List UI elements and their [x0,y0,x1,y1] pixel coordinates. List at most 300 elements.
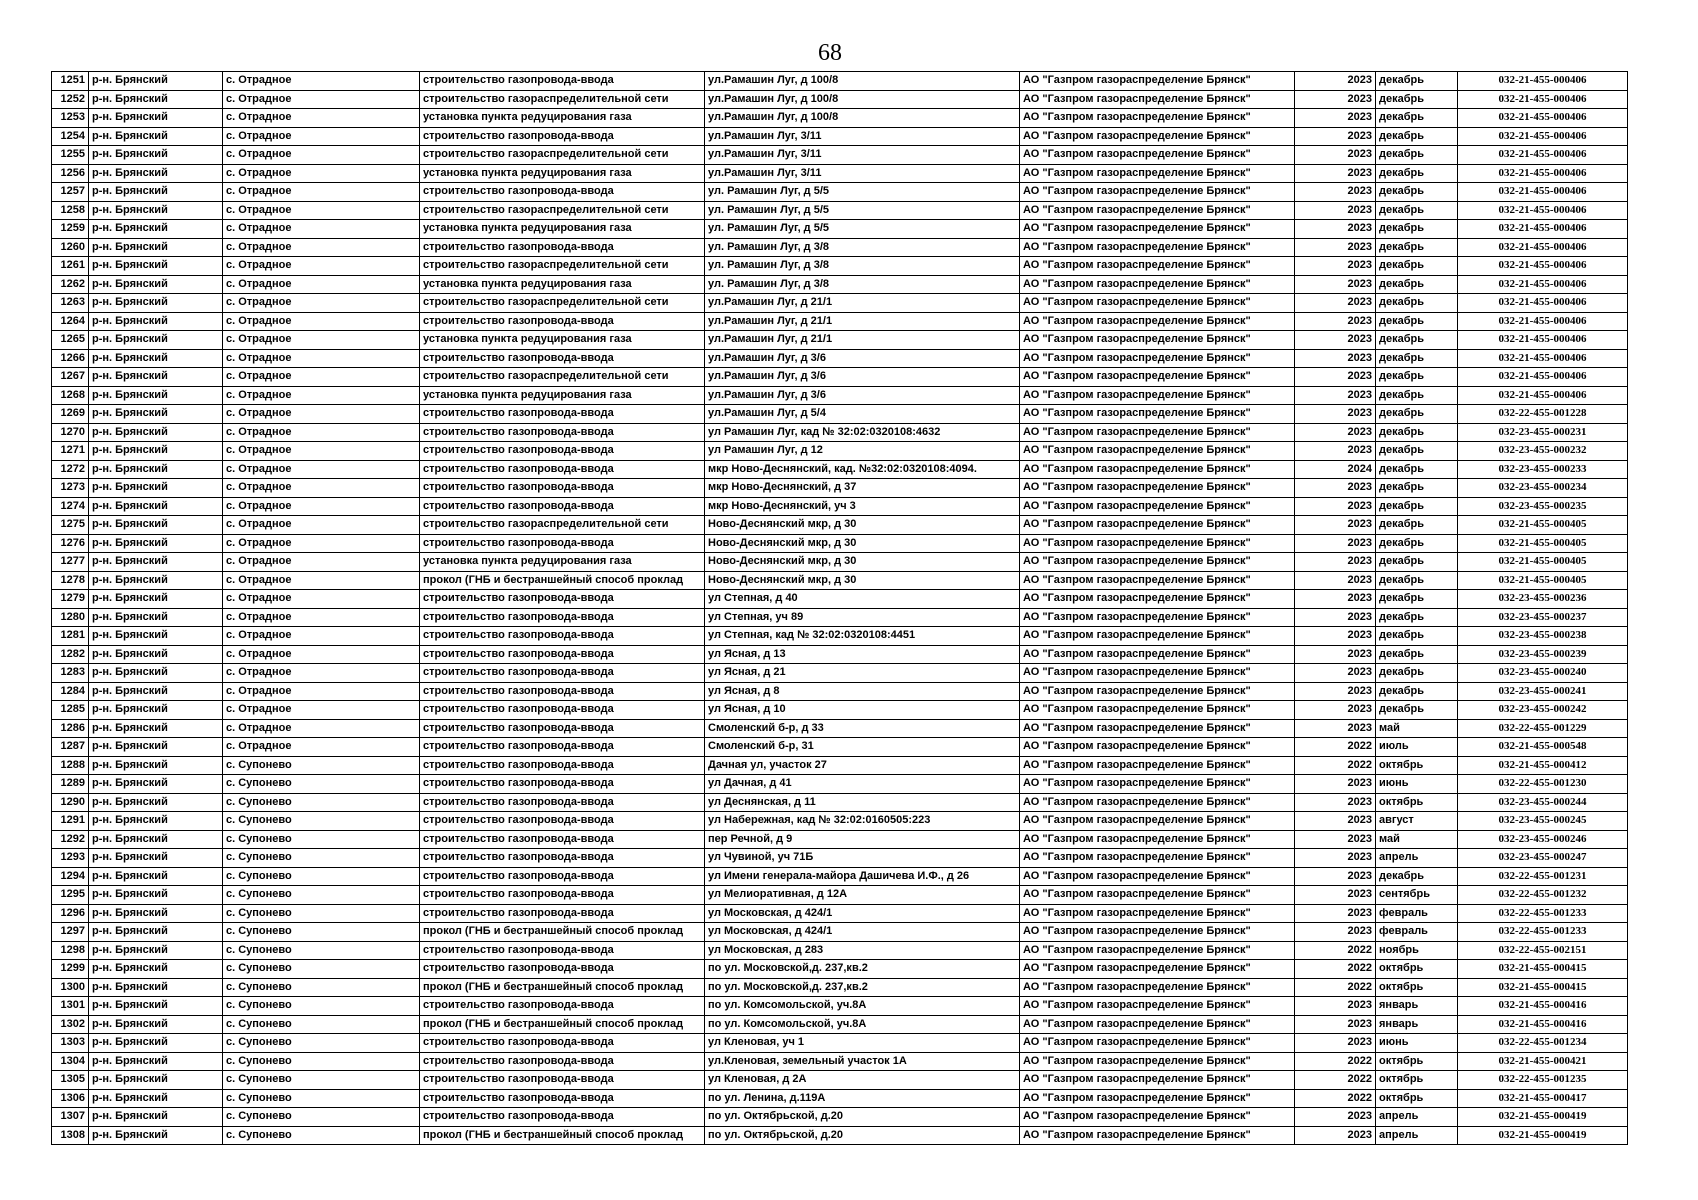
row-number-cell: 1286 [52,719,89,738]
permit-code-cell: 032-22-455-001233 [1458,923,1628,942]
month-cell: апрель [1376,849,1458,868]
table-row [52,257,1628,276]
permit-code-cell: 032-22-455-001231 [1458,867,1628,886]
year-cell: 2023 [1295,72,1376,91]
table-row [52,849,1628,868]
table-row [52,1052,1628,1071]
table-row [52,553,1628,572]
month-cell: июнь [1376,1034,1458,1053]
table-row [52,941,1628,960]
district-cell: р-н. Брянский [89,793,223,812]
month-cell: декабрь [1376,127,1458,146]
year-cell: 2023 [1295,497,1376,516]
month-cell: октябрь [1376,793,1458,812]
table-row [52,923,1628,942]
row-number-cell: 1300 [52,978,89,997]
year-cell: 2023 [1295,423,1376,442]
row-number-cell: 1273 [52,479,89,498]
year-cell: 2023 [1295,127,1376,146]
permit-code-cell: 032-23-455-000247 [1458,849,1628,868]
district-cell: р-н. Брянский [89,127,223,146]
district-cell: р-н. Брянский [89,349,223,368]
table-row [52,960,1628,979]
work-type-cell: установка пункта редуцирования газа [420,220,705,239]
district-cell: р-н. Брянский [89,294,223,313]
table-row [52,590,1628,609]
permit-code-cell: 032-21-455-000419 [1458,1108,1628,1127]
locality-cell: с. Отрадное [223,201,420,220]
locality-cell: с. Супонево [223,830,420,849]
district-cell: р-н. Брянский [89,1071,223,1090]
month-cell: декабрь [1376,423,1458,442]
address-cell: ул Рамашин Луг, д 12 [705,442,1020,461]
district-cell: р-н. Брянский [89,1034,223,1053]
organization-cell: АО "Газпром газораспределение Брянск" [1020,312,1295,331]
year-cell: 2023 [1295,664,1376,683]
locality-cell: с. Отрадное [223,312,420,331]
year-cell: 2023 [1295,553,1376,572]
year-cell: 2023 [1295,1034,1376,1053]
work-type-cell: строительство газораспределительной сети [420,90,705,109]
organization-cell: АО "Газпром газораспределение Брянск" [1020,1071,1295,1090]
district-cell: р-н. Брянский [89,1126,223,1145]
district-cell: р-н. Брянский [89,275,223,294]
row-number-cell: 1283 [52,664,89,683]
work-type-cell: строительство газопровода-ввода [420,867,705,886]
table-row [52,1126,1628,1145]
district-cell: р-н. Брянский [89,1052,223,1071]
district-cell: р-н. Брянский [89,368,223,387]
work-type-cell: строительство газопровода-ввода [420,701,705,720]
organization-cell: АО "Газпром газораспределение Брянск" [1020,479,1295,498]
row-number-cell: 1261 [52,257,89,276]
month-cell: декабрь [1376,331,1458,350]
district-cell: р-н. Брянский [89,719,223,738]
locality-cell: с. Отрадное [223,571,420,590]
address-cell: ул Чувиной, уч 71Б [705,849,1020,868]
organization-cell: АО "Газпром газораспределение Брянск" [1020,923,1295,942]
table-row [52,775,1628,794]
row-number-cell: 1257 [52,183,89,202]
year-cell: 2023 [1295,275,1376,294]
row-number-cell: 1265 [52,331,89,350]
work-type-cell: строительство газопровода-ввода [420,460,705,479]
locality-cell: с. Супонево [223,1015,420,1034]
address-cell: ул.Рамашин Луг, 3/11 [705,146,1020,165]
work-type-cell: установка пункта редуцирования газа [420,331,705,350]
table-row [52,1108,1628,1127]
work-type-cell: строительство газопровода-ввода [420,1034,705,1053]
district-cell: р-н. Брянский [89,534,223,553]
gas-registry-table [51,71,1628,1145]
table-row [52,627,1628,646]
address-cell: ул.Рамашин Луг, д 100/8 [705,90,1020,109]
district-cell: р-н. Брянский [89,1108,223,1127]
month-cell: декабрь [1376,571,1458,590]
work-type-cell: строительство газопровода-ввода [420,72,705,91]
row-number-cell: 1252 [52,90,89,109]
district-cell: р-н. Брянский [89,423,223,442]
locality-cell: с. Отрадное [223,368,420,387]
permit-code-cell: 032-22-455-001233 [1458,904,1628,923]
work-type-cell: строительство газопровода-ввода [420,442,705,461]
year-cell: 2023 [1295,479,1376,498]
address-cell: по ул. Комсомольской, уч.8А [705,1015,1020,1034]
district-cell: р-н. Брянский [89,220,223,239]
district-cell: р-н. Брянский [89,941,223,960]
work-type-cell: установка пункта редуцирования газа [420,164,705,183]
organization-cell: АО "Газпром газораспределение Брянск" [1020,183,1295,202]
row-number-cell: 1275 [52,516,89,535]
year-cell: 2022 [1295,978,1376,997]
organization-cell: АО "Газпром газораспределение Брянск" [1020,682,1295,701]
organization-cell: АО "Газпром газораспределение Брянск" [1020,867,1295,886]
district-cell: р-н. Брянский [89,849,223,868]
work-type-cell: прокол (ГНБ и бестраншейный способ проклад [420,923,705,942]
table-row [52,479,1628,498]
organization-cell: АО "Газпром газораспределение Брянск" [1020,608,1295,627]
locality-cell: с. Супонево [223,904,420,923]
address-cell: ул Рамашин Луг, кад № 32:02:0320108:4632 [705,423,1020,442]
organization-cell: АО "Газпром газораспределение Брянск" [1020,645,1295,664]
row-number-cell: 1260 [52,238,89,257]
district-cell: р-н. Брянский [89,904,223,923]
organization-cell: АО "Газпром газораспределение Брянск" [1020,220,1295,239]
row-number-cell: 1279 [52,590,89,609]
address-cell: мкр Ново-Деснянский, кад. №32:02:0320108:4094. [705,460,1020,479]
year-cell: 2023 [1295,812,1376,831]
row-number-cell: 1297 [52,923,89,942]
address-cell: ул.Рамашин Луг, д 100/8 [705,109,1020,128]
district-cell: р-н. Брянский [89,775,223,794]
locality-cell: с. Супонево [223,793,420,812]
address-cell: ул Имени генерала-майора Дашичева И.Ф., д 26 [705,867,1020,886]
district-cell: р-н. Брянский [89,978,223,997]
month-cell: декабрь [1376,867,1458,886]
permit-code-cell: 032-21-455-000415 [1458,978,1628,997]
table-row [52,405,1628,424]
year-cell: 2023 [1295,886,1376,905]
address-cell: ул.Рамашин Луг, д 21/1 [705,312,1020,331]
district-cell: р-н. Брянский [89,960,223,979]
month-cell: октябрь [1376,978,1458,997]
work-type-cell: строительство газораспределительной сети [420,201,705,220]
work-type-cell: строительство газопровода-ввода [420,960,705,979]
locality-cell: с. Супонево [223,1089,420,1108]
row-number-cell: 1290 [52,793,89,812]
month-cell: октябрь [1376,1052,1458,1071]
month-cell: декабрь [1376,164,1458,183]
work-type-cell: строительство газопровода-ввода [420,645,705,664]
organization-cell: АО "Газпром газораспределение Брянск" [1020,1052,1295,1071]
page-number: 68 [818,40,842,66]
year-cell: 2023 [1295,405,1376,424]
district-cell: р-н. Брянский [89,867,223,886]
address-cell: по ул. Комсомольской, уч.8А [705,997,1020,1016]
table-row [52,497,1628,516]
table-row [52,220,1628,239]
permit-code-cell: 032-23-455-000245 [1458,812,1628,831]
year-cell: 2023 [1295,1015,1376,1034]
address-cell: по ул. Октябрьской, д.20 [705,1108,1020,1127]
organization-cell: АО "Газпром газораспределение Брянск" [1020,738,1295,757]
month-cell: декабрь [1376,534,1458,553]
year-cell: 2023 [1295,201,1376,220]
year-cell: 2023 [1295,608,1376,627]
table-row [52,109,1628,128]
row-number-cell: 1268 [52,386,89,405]
address-cell: ул Ясная, д 8 [705,682,1020,701]
row-number-cell: 1276 [52,534,89,553]
year-cell: 2022 [1295,738,1376,757]
permit-code-cell: 032-21-455-000406 [1458,257,1628,276]
table-row [52,183,1628,202]
row-number-cell: 1281 [52,627,89,646]
organization-cell: АО "Газпром газораспределение Брянск" [1020,1034,1295,1053]
month-cell: апрель [1376,1126,1458,1145]
year-cell: 2023 [1295,867,1376,886]
work-type-cell: строительство газопровода-ввода [420,127,705,146]
month-cell: декабрь [1376,183,1458,202]
district-cell: р-н. Брянский [89,479,223,498]
locality-cell: с. Отрадное [223,645,420,664]
year-cell: 2023 [1295,534,1376,553]
organization-cell: АО "Газпром газораспределение Брянск" [1020,627,1295,646]
locality-cell: с. Супонево [223,960,420,979]
work-type-cell: строительство газопровода-ввода [420,349,705,368]
organization-cell: АО "Газпром газораспределение Брянск" [1020,775,1295,794]
month-cell: сентябрь [1376,886,1458,905]
year-cell: 2023 [1295,997,1376,1016]
address-cell: Дачная ул, участок 27 [705,756,1020,775]
row-number-cell: 1271 [52,442,89,461]
table-row [52,368,1628,387]
month-cell: апрель [1376,1108,1458,1127]
work-type-cell: строительство газопровода-ввода [420,941,705,960]
district-cell: р-н. Брянский [89,664,223,683]
permit-code-cell: 032-21-455-000405 [1458,553,1628,572]
month-cell: июль [1376,738,1458,757]
address-cell: ул Ясная, д 10 [705,701,1020,720]
permit-code-cell: 032-22-455-001235 [1458,1071,1628,1090]
permit-code-cell: 032-21-455-000406 [1458,349,1628,368]
district-cell: р-н. Брянский [89,257,223,276]
permit-code-cell: 032-21-455-000419 [1458,1126,1628,1145]
year-cell: 2023 [1295,719,1376,738]
month-cell: май [1376,719,1458,738]
address-cell: по ул. Октябрьской, д.20 [705,1126,1020,1145]
table-row [52,719,1628,738]
year-cell: 2023 [1295,164,1376,183]
row-number-cell: 1294 [52,867,89,886]
locality-cell: с. Отрадное [223,183,420,202]
permit-code-cell: 032-21-455-000406 [1458,294,1628,313]
locality-cell: с. Супонево [223,812,420,831]
year-cell: 2023 [1295,793,1376,812]
row-number-cell: 1287 [52,738,89,757]
year-cell: 2023 [1295,590,1376,609]
work-type-cell: строительство газораспределительной сети [420,257,705,276]
year-cell: 2022 [1295,756,1376,775]
work-type-cell: прокол (ГНБ и бестраншейный способ проклад [420,1015,705,1034]
table-row [52,978,1628,997]
district-cell: р-н. Брянский [89,701,223,720]
district-cell: р-н. Брянский [89,997,223,1016]
row-number-cell: 1293 [52,849,89,868]
address-cell: ул Степная, кад № 32:02:0320108:4451 [705,627,1020,646]
work-type-cell: строительство газопровода-ввода [420,608,705,627]
address-cell: ул Степная, д 40 [705,590,1020,609]
address-cell: ул.Рамашин Луг, д 21/1 [705,294,1020,313]
year-cell: 2023 [1295,923,1376,942]
district-cell: р-н. Брянский [89,109,223,128]
permit-code-cell: 032-23-455-000244 [1458,793,1628,812]
locality-cell: с. Супонево [223,886,420,905]
locality-cell: с. Супонево [223,1034,420,1053]
address-cell: мкр Ново-Деснянский, уч 3 [705,497,1020,516]
locality-cell: с. Отрадное [223,442,420,461]
table-row [52,645,1628,664]
permit-code-cell: 032-23-455-000238 [1458,627,1628,646]
permit-code-cell: 032-23-455-000236 [1458,590,1628,609]
permit-code-cell: 032-21-455-000405 [1458,516,1628,535]
organization-cell: АО "Газпром газораспределение Брянск" [1020,72,1295,91]
permit-code-cell: 032-21-455-000406 [1458,275,1628,294]
address-cell: ул. Рамашин Луг, д 5/5 [705,183,1020,202]
locality-cell: с. Отрадное [223,331,420,350]
locality-cell: с. Отрадное [223,90,420,109]
row-number-cell: 1301 [52,997,89,1016]
table-row [52,812,1628,831]
month-cell: декабрь [1376,220,1458,239]
table-row [52,886,1628,905]
month-cell: декабрь [1376,590,1458,609]
address-cell: ул Московская, д 283 [705,941,1020,960]
permit-code-cell: 032-21-455-000421 [1458,1052,1628,1071]
locality-cell: с. Отрадное [223,164,420,183]
district-cell: р-н. Брянский [89,331,223,350]
address-cell: ул Набережная, кад № 32:02:0160505:223 [705,812,1020,831]
row-number-cell: 1299 [52,960,89,979]
organization-cell: АО "Газпром газораспределение Брянск" [1020,978,1295,997]
permit-code-cell: 032-23-455-000240 [1458,664,1628,683]
year-cell: 2023 [1295,571,1376,590]
organization-cell: АО "Газпром газораспределение Брянск" [1020,460,1295,479]
district-cell: р-н. Брянский [89,164,223,183]
district-cell: р-н. Брянский [89,72,223,91]
year-cell: 2023 [1295,238,1376,257]
permit-code-cell: 032-22-455-001230 [1458,775,1628,794]
year-cell: 2023 [1295,775,1376,794]
locality-cell: с. Супонево [223,997,420,1016]
locality-cell: с. Отрадное [223,127,420,146]
work-type-cell: строительство газораспределительной сети [420,516,705,535]
address-cell: по ул. Ленина, д.119А [705,1089,1020,1108]
locality-cell: с. Отрадное [223,627,420,646]
permit-code-cell: 032-21-455-000406 [1458,72,1628,91]
work-type-cell: строительство газопровода-ввода [420,1052,705,1071]
address-cell: ул. Рамашин Луг, д 5/5 [705,201,1020,220]
address-cell: ул. Рамашин Луг, д 3/8 [705,275,1020,294]
permit-code-cell: 032-23-455-000232 [1458,442,1628,461]
row-number-cell: 1306 [52,1089,89,1108]
locality-cell: с. Супонево [223,941,420,960]
table-row [52,997,1628,1016]
locality-cell: с. Отрадное [223,423,420,442]
address-cell: ул Кленовая, д 2А [705,1071,1020,1090]
year-cell: 2023 [1295,331,1376,350]
organization-cell: АО "Газпром газораспределение Брянск" [1020,719,1295,738]
permit-code-cell: 032-23-455-000234 [1458,479,1628,498]
table-row [52,701,1628,720]
table-row [52,275,1628,294]
month-cell: декабрь [1376,312,1458,331]
organization-cell: АО "Газпром газораспределение Брянск" [1020,275,1295,294]
address-cell: ул.Рамашин Луг, 3/11 [705,127,1020,146]
permit-code-cell: 032-23-455-000241 [1458,682,1628,701]
permit-code-cell: 032-23-455-000239 [1458,645,1628,664]
table-row [52,423,1628,442]
table-row [52,164,1628,183]
permit-code-cell: 032-22-455-001229 [1458,719,1628,738]
table-row [52,312,1628,331]
year-cell: 2023 [1295,294,1376,313]
row-number-cell: 1254 [52,127,89,146]
locality-cell: с. Супонево [223,775,420,794]
organization-cell: АО "Газпром газораспределение Брянск" [1020,368,1295,387]
row-number-cell: 1298 [52,941,89,960]
permit-code-cell: 032-21-455-000416 [1458,1015,1628,1034]
permit-code-cell: 032-21-455-000548 [1458,738,1628,757]
locality-cell: с. Отрадное [223,590,420,609]
work-type-cell: строительство газопровода-ввода [420,775,705,794]
table-row [52,1015,1628,1034]
organization-cell: АО "Газпром газораспределение Брянск" [1020,90,1295,109]
address-cell: ул Мелиоративная, д 12А [705,886,1020,905]
work-type-cell: строительство газопровода-ввода [420,405,705,424]
year-cell: 2022 [1295,960,1376,979]
permit-code-cell: 032-21-455-000417 [1458,1089,1628,1108]
year-cell: 2023 [1295,682,1376,701]
permit-code-cell: 032-21-455-000405 [1458,571,1628,590]
organization-cell: АО "Газпром газораспределение Брянск" [1020,849,1295,868]
address-cell: Ново-Деснянский мкр, д 30 [705,534,1020,553]
table-row [52,867,1628,886]
permit-code-cell: 032-23-455-000235 [1458,497,1628,516]
month-cell: декабрь [1376,682,1458,701]
table-row [52,904,1628,923]
work-type-cell: строительство газопровода-ввода [420,423,705,442]
locality-cell: с. Супонево [223,923,420,942]
month-cell: декабрь [1376,516,1458,535]
district-cell: р-н. Брянский [89,608,223,627]
organization-cell: АО "Газпром газораспределение Брянск" [1020,1015,1295,1034]
organization-cell: АО "Газпром газораспределение Брянск" [1020,109,1295,128]
permit-code-cell: 032-22-455-001234 [1458,1034,1628,1053]
district-cell: р-н. Брянский [89,1089,223,1108]
work-type-cell: строительство газопровода-ввода [420,664,705,683]
address-cell: по ул. Московской,д. 237,кв.2 [705,960,1020,979]
address-cell: ул.Рамашин Луг, д 100/8 [705,72,1020,91]
locality-cell: с. Отрадное [223,608,420,627]
work-type-cell: строительство газопровода-ввода [420,627,705,646]
row-number-cell: 1274 [52,497,89,516]
year-cell: 2023 [1295,516,1376,535]
work-type-cell: строительство газопровода-ввода [420,812,705,831]
locality-cell: с. Отрадное [223,664,420,683]
organization-cell: АО "Газпром газораспределение Брянск" [1020,349,1295,368]
address-cell: Смоленский б-р, 31 [705,738,1020,757]
